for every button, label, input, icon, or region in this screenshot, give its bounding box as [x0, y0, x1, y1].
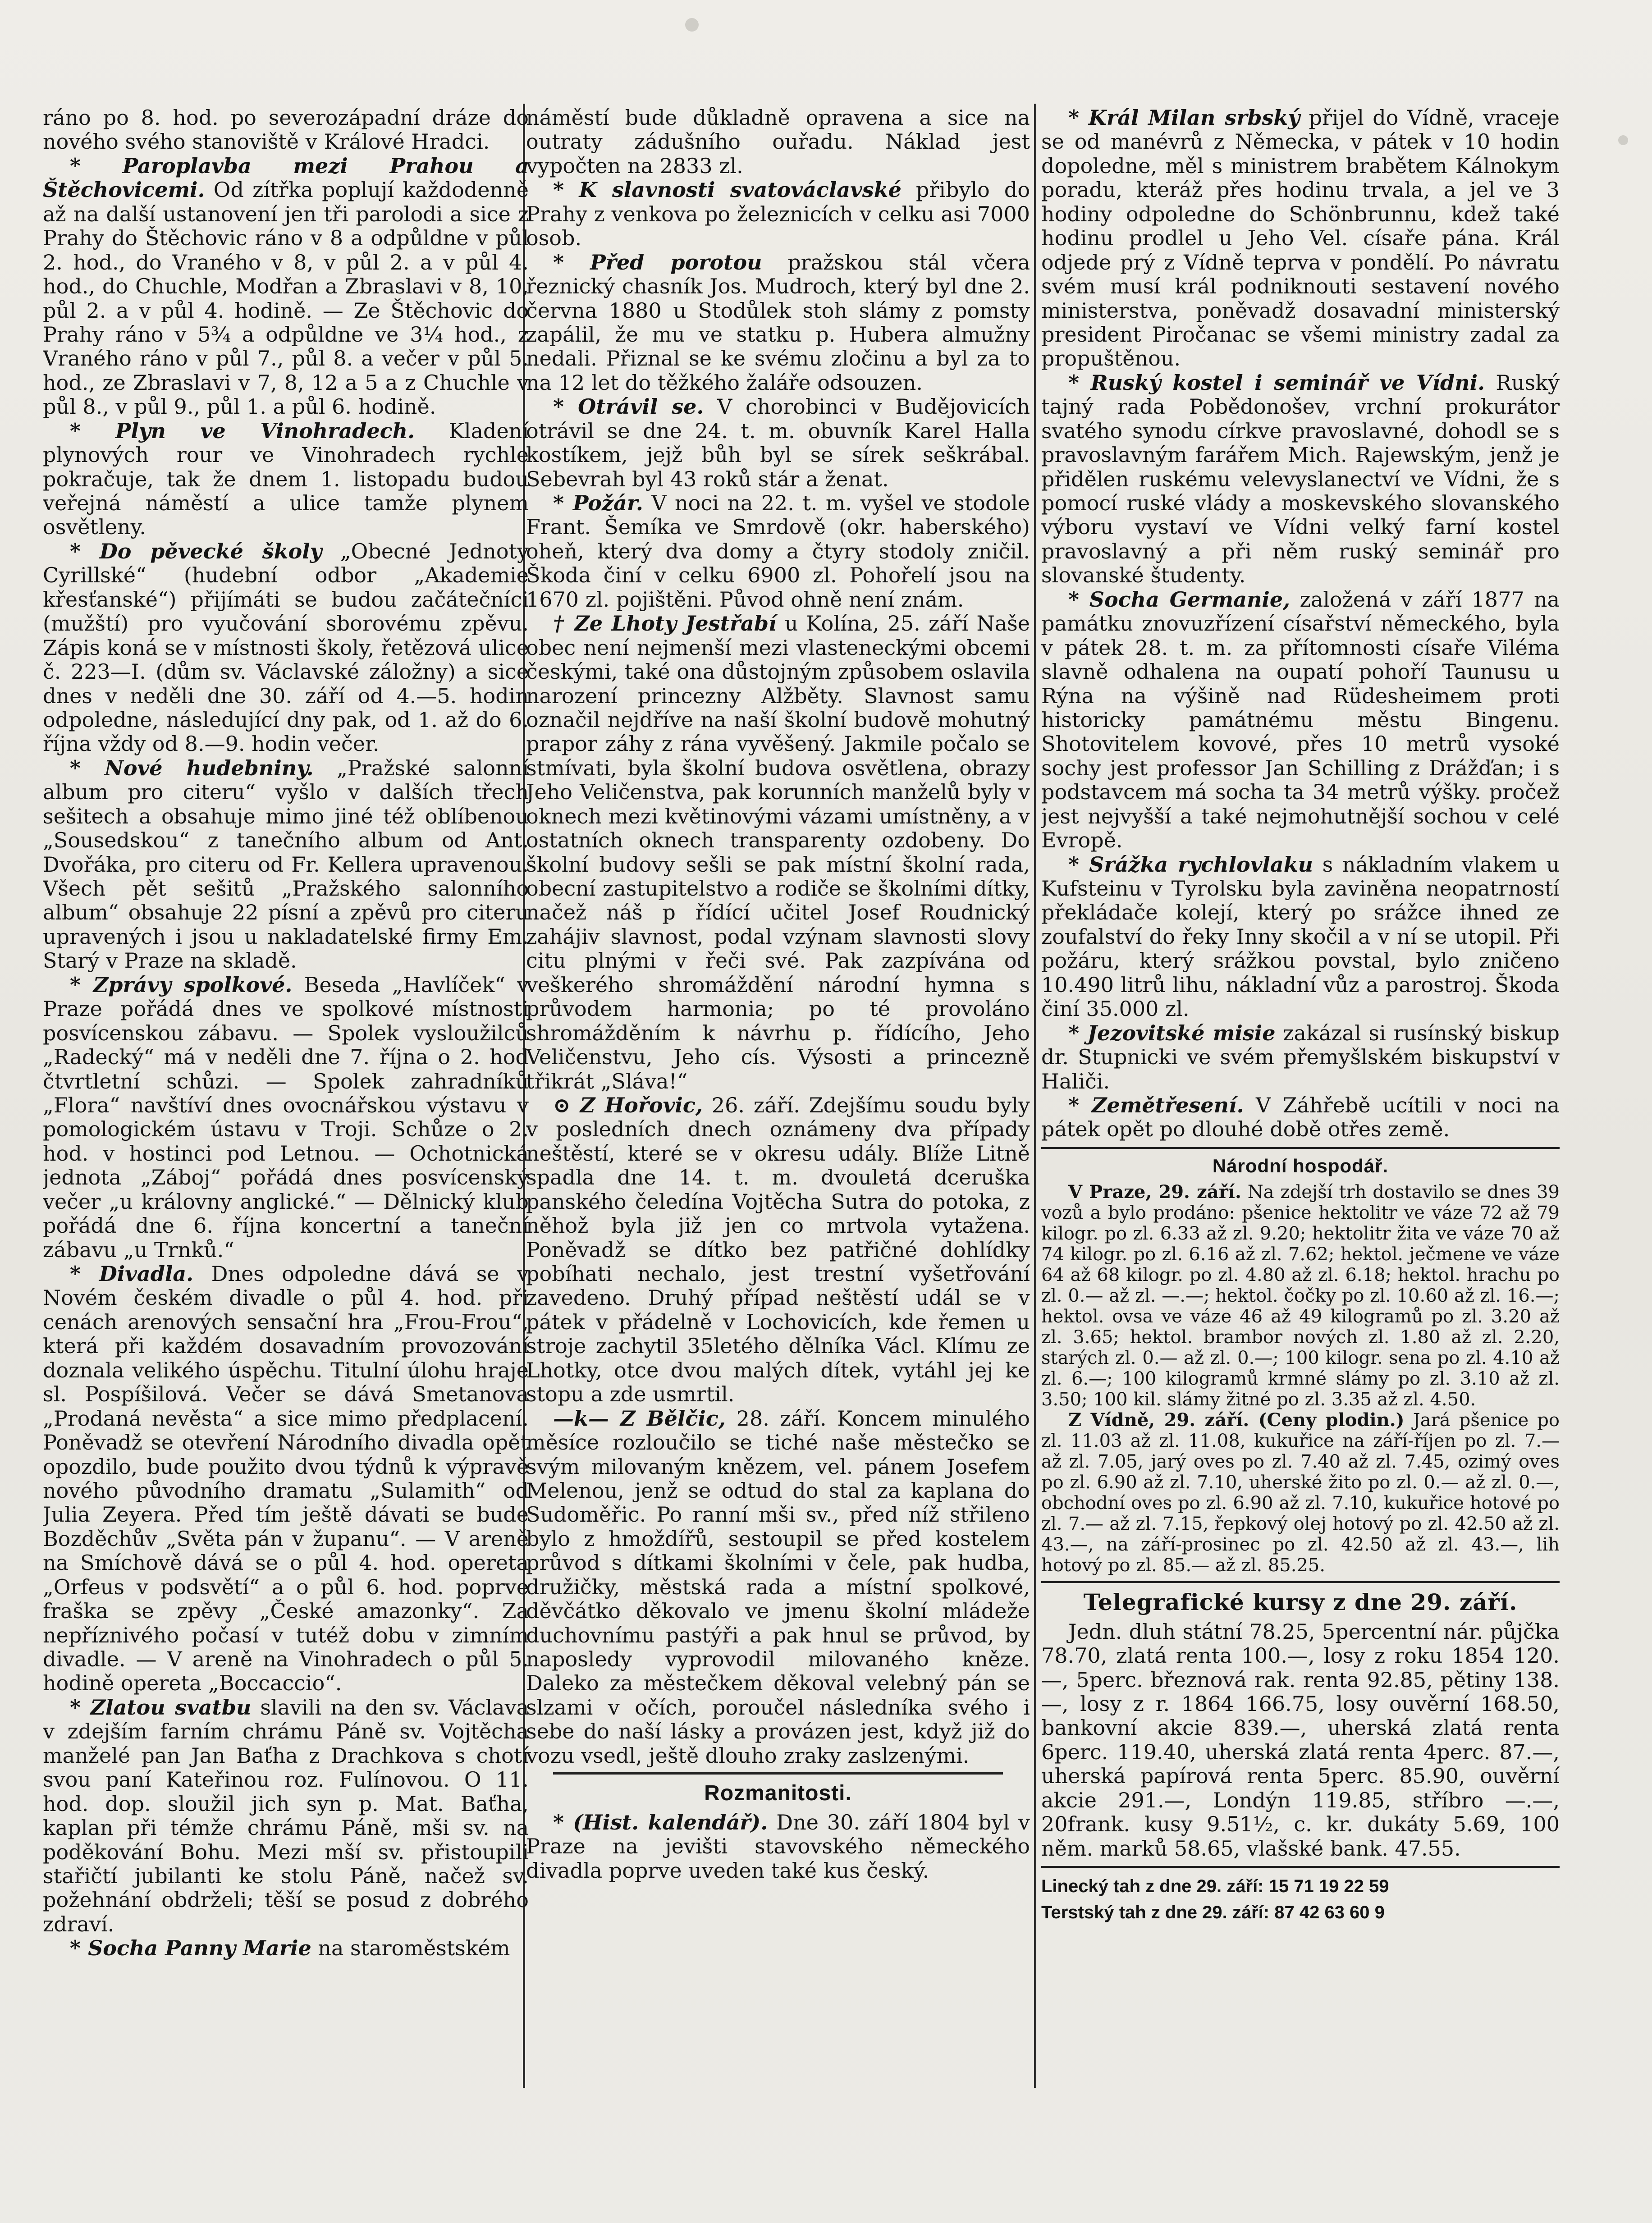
article-text: na staroměstském	[318, 1936, 510, 1961]
article-heading: * Ruský kostel i seminář ve Vídni.	[1068, 370, 1485, 395]
article-heading: * K slavnosti svatováclavské	[553, 178, 902, 202]
article	[43, 1262, 529, 1696]
market-report	[1041, 1182, 1560, 1410]
article-heading: * Jezovitské misie	[1068, 1020, 1276, 1045]
telegraph-rates-text: Jedn. dluh státní 78.25, 5percentní nár. půjčka 78.70, zlatá renta 100.—, losy z roku 1854 120.—, 5perc. březnová rak. renta 92.85, pětiny 138.—, losy z r. 1864 166.75, losy ouvěrní 168.50, bankovní akcie 839.—, uherská zlatá renta 6perc. 119.40, uherská zlatá renta 4perc. 87.—, uherská papírová renta 5perc. 85.90, ouvěrní akcie 291.—, Londýn 119.85, stříbro —.—, 20frank. kusy 9.51½, c. kr. dukáty 5.69, 100 něm. marků 58.65, vlašské bank. 47.55.	[1041, 1619, 1560, 1861]
market-report-text: Na zdejší trh dostavilo se dnes 39 vozů a bylo prodáno: pšenice hektolitr ve váze 72 až 79 kilogr. po zl. 6.33 až zl. 9.20; hektolitr žita ve váze 70 až 74 kilogr. po zl. 6.16 až zl. 7.62; hektol. ječmene ve váze 64 až 68 kilogr. po zl. 4.80 až zl. 6.18; hektol. hrachu po zl. 0.— až zl. —.—; hektol. čočky po zl. 10.60 až zl. 16.—; hektol. ovsa ve váze 46 až 49 kilogramů po zl. 3.20 až zl. 3.65; hektol. brambor nových zl. 1.80 až zl. 2.20, starých zl. 0.— až zl. 0.—; 100 kilogr. sena po zl. 4.10 až zl. 6.—; 100 kilogramů krmné slámy po zl. 3.10 až zl. 3.50; 100 kil. slámy žitné po zl. 3.35 až zl. 4.50.	[1041, 1181, 1560, 1410]
article-heading: —k— Z Bělčic,	[553, 1406, 726, 1431]
market-report-heading: Z Vídně, 29. září. (Ceny plodin.)	[1068, 1409, 1405, 1431]
column-3-articles	[1041, 106, 1560, 1142]
article	[43, 973, 529, 1262]
article	[1041, 853, 1560, 1021]
article-heading: * Socha Germanie,	[1068, 587, 1290, 612]
article-text: Ruský tajný rada Pobědonošev, vrchní prokurátor svatého synodu církve pravoslavné, dohodl se s pravoslavným farářem Mich. Rajewským, jenž je přidělen ruskému velevyslanectví ve Vídni, že s pomocí ruské vlády a moskevského slovanského výboru vystaví ve Vídni velký farní kostel pravoslavný a při něm ruský seminář pro slovanské študenty.	[1041, 370, 1560, 588]
article	[1041, 1093, 1560, 1142]
article-text: pražskou stál včera řeznický chasník Jos. Mudroch, který byl dne 2. června 1880 u Stodůlek stoh slámy z pomsty zapálil, že mu ve statku p. Hubera almužny nedali. Přiznal se ke svému zločinu a byl za to na 12 let do těžkého žaláře odsouzen.	[526, 250, 1030, 395]
article-text: Kladení plynových rour ve Vinohradech rychle pokračuje, tak že dnem 1. listopadu budou veřejná náměstí a ulice tamže plynem osvětleny.	[43, 418, 529, 540]
article-heading: * Zlatou svatbu	[70, 1695, 252, 1720]
article-text: u Kolína, 25. září Naše obec není nejmenší mezi vlasteneckými obcemi českými, také ona důstojným způsobem oslavila narození princezny Alžběty. Slavnost samu označil nejdříve na naší školní budově mohutný prapor záhy z rána vyvěšený. Jakmile počalo se stmívati, byla školní budova osvětlena, obrazy Jeho Veličenstva, pak korunních manželů byly v oknech mezi květinovými vázami umístněny, a v ostatních oknech transparenty ozdobeny. Do školní budovy sešli se pak místní školní rada, obecní zastupitelstvo a rodiče se školními dítky, načež náš p řídící učitel Josef Roudnický zahájiv slavnost, podal vzýnam slavnosti slovy citu plnými v řeči své. Pak zazpívána od veškerého shromáždění národní hymna s průvodem harmonia; po té provoláno shromážděním k návrhu p. řídícího, Jeho Veličenstvu, Jeho cís. Výsosti a princezně třikrát „Sláva!“	[526, 611, 1030, 1093]
article-heading: * (Hist. kalendář).	[553, 1810, 768, 1834]
article	[526, 491, 1030, 612]
article	[43, 540, 529, 756]
section-title-narodni-hospodar: Národní hospodář.	[1212, 1155, 1389, 1176]
article-heading: * Otrávil se.	[553, 394, 704, 419]
article-text: zakázal si rusínský biskup dr. Stupnicki ve svém přemyšlském biskupství v Haliči.	[1041, 1020, 1560, 1093]
section-divider	[1041, 1581, 1560, 1583]
article-text: 28. září. Koncem minulého měsíce rozloučilo se tiché naše městečko se svým milovaným knězem, vel. pánem Josefem Melenou, jenž se odtud do stal za kaplana do Sudoměřic. Po ranní mši sv., před níž střileno bylo z hmoždířů, sestoupil se před kostelem průvod s dítkami školními v čele, pak hudba, družičky, městská rada a místní spolkové, děvčátko děkovalo ve jmenu školní mládeže duchovnímu pastýři a pak hnul se průvod, by naposledy vyprovodil milovaného kněze. Daleko za městečkem děkoval velebný pán se slzami v očích, poroučel následníka svého i sebe do naší lásky a provázen jest, když již do vozu vsedl, ještě dlouho zraky zaslzenými.	[526, 1406, 1030, 1768]
paper-speck	[685, 18, 699, 32]
article-heading: * Socha Panny Marie	[70, 1936, 311, 1961]
article-text: přibylo do Prahy z venkova po železnicích v celku asi 7000 osob.	[526, 178, 1030, 251]
article-text: s nákladním vlakem u Kufsteinu v Tyrolsku byla zaviněna neopatrností překládače kolejí, který po srážce ihned ze zoufalství do řeky Inny skočil a v ní se utopil. Při požáru, který srážkou povstal, bylo zničeno 10.490 litrů lihu, nákladní vůz a parostroj. Škoda činí 35.000 zl.	[1041, 852, 1560, 1021]
column-2	[526, 106, 1030, 2101]
article-text: „Obecné Jednoty Cyrillské“ (hudební odbor „Akademie křesťanské“) přijímáti se budou začátečníci (mužští) pro vyučování sborovému zpěvu. Zápis koná se v místnosti školy, řetězová ulice č. 223—I. (dům sv. Václavské záložny) a sice dnes v neděli dne 30. září od 4.—5. hodin odpoledne, následující dny pak, od 1. až do 6. října vždy od 8.—9. hodin večer.	[43, 539, 529, 756]
article	[526, 106, 1030, 178]
article-text: Beseda „Havlíček“ v Praze pořádá dnes ve spolkové místnosti posvícenskou zábavu. — Spolek vysloužilců „Radecký“ má v neděli dne 7. října o 2. hod čtvrtletní schůzi. — Spolek zahradníků „Flora“ navštíví dnes ovocnářskou výstavu v pomologickém ústavu v Troji. Schůze o 2. hod. v hostinci pod Letnou. — Ochotnická jednota „Záboj“ pořádá dnes posvícenský večer „u královny anglické.“ — Dělnický klub pořádá dne 6. října koncertní a taneční zábavu „u Trnků.“	[43, 972, 529, 1262]
article	[43, 106, 529, 154]
article	[43, 154, 529, 419]
article-text: Dne 30. září 1804 byl v Praze na jevišti stavovského německého divadla poprve uveden také kus český.	[526, 1810, 1030, 1883]
article-heading: * Plyn ve Vinohradech.	[70, 418, 415, 443]
market-report	[1041, 1410, 1560, 1576]
article-heading: † Ze Lhoty Jestřabí	[553, 611, 777, 636]
column-2-articles	[526, 106, 1030, 1768]
article	[43, 1696, 529, 1936]
section-divider	[553, 1772, 1003, 1775]
article	[1041, 371, 1560, 588]
article-hist-kalendar	[526, 1811, 1030, 1883]
article-text: přijel do Vídně, vraceje se od manévrů z Německa, v pátek v 10 hodin dopoledne, měl s ministrem brabětem Kálnokym poradu, kteráž přes hodinu trvala, a jel ve 3 hodiny odpoledne do Schönbrunnu, kdež také hodinu prodlel u Jeho Vel. císaře pána. Král odjede prý z Vídně teprva v pondělí. Po návratu svém musí král podniknouti sestavení nového ministerstva, poněvadž dosavadní ministerský president Piročanac se všemi ministry zadal za propuštěnou.	[1041, 106, 1560, 371]
article-heading: * Zemětřesení.	[1068, 1093, 1244, 1117]
article	[43, 1936, 529, 1960]
article-text: ráno po 8. hod. po severozápadní dráze do nového svého stanoviště v Králové Hradci.	[43, 106, 529, 154]
article	[1041, 1021, 1560, 1093]
article-heading: * Do pěvecké školy	[70, 539, 322, 563]
article-text: Dnes odpoledne dává se v Novém českém divadle o půl 4. hod. při cenách arenových sensační hra „Frou-Frou“, která při každém dosavadním provozování doznala velikého úspěchu. Titulní úlohu hraje sl. Pospíšilová. Večer se dává Smetanova „Prodaná nevěsta“ a sice mimo předplacení. Poněvadž se otevření Národního divadla opět opozdilo, bude použito dvou týdnů k výpravě nového původního dramatu „Sulamith“ od Julia Zeyera. Před tím ještě dávati se bude Bozděchův „Světa pán v županu“. — V areně na Smíchově dává se o půl 4. hod. opereta „Orfeus v podsvětí“ a o půl 6. hod. poprve fraška se zpěvy „České amazonky“. Za nepříznivého počasí v tutéž dobu v zimním divadle. — V areně na Vinohradech o půl 5. hodině opereta „Boccaccio“.	[43, 1262, 529, 1696]
lottery-draws	[1041, 1873, 1560, 1926]
article-text: V Záhřebě ucítili v noci na pátek opět po dlouhé době otřes země.	[1041, 1093, 1560, 1142]
article-text: náměstí bude důkladně opravena a sice na outraty zádušního ouřadu. Náklad jest vypočten na 2833 zl.	[526, 106, 1030, 178]
article	[526, 251, 1030, 395]
article-heading: * Srážka rychlovlaku	[1068, 852, 1313, 877]
column-1	[43, 106, 529, 2101]
article-text: „Pražské salonní album pro citeru“ vyšlo v dalších třech sešitech a obsahuje mimo jiné též oblíbenou „Sousedskou“ z tanečního album od Ant. Dvořáka, pro citeru od Fr. Kellera upravenou. Všech pět sešitů „Pražského salonního album“ obsahuje 22 písní a zpěvů pro citeru upravených i jsou u nakladatelské firmy Em. Starý v Praze na skladě.	[43, 755, 529, 973]
article	[1041, 106, 1560, 371]
economy-reports	[1041, 1182, 1560, 1576]
article	[526, 395, 1030, 491]
article-text: V noci na 22. t. m. vyšel ve stodole Frant. Šemíka ve Smrdově (okr. haberského) oheň, který dva domy a čtyry stodoly zničil. Škoda činí v celku 6900 zl. Pohořelí jsou na 1670 zl. pojištěni. Původ ohně není znám.	[526, 491, 1030, 612]
article	[526, 1407, 1030, 1768]
article	[43, 419, 529, 540]
market-report-text: Jará pšenice po zl. 11.03 až zl. 11.08, kukuřice na září-říjen po zl. 7.— až zl. 7.05, jarý oves po zl. 7.40 až zl. 7.45, ozimý oves po zl. 6.90 až zl. 7.10, uherské žito po zl. 0.— až zl. 0.—, obchodní oves po zl. 6.90 až zl. 7.10, kukuřice hotové po zl. 7.— až zl. 7.15, řepkový olej hotový po zl. 42.50 až zl. 43.—, na září-prosinec po zl. 42.50 až zl. 43.—, lih hotový po zl. 85.— až zl. 85.25.	[1041, 1409, 1560, 1576]
lottery-draw-line: Linecký tah z dne 29. září: 15 71 19 22 59	[1041, 1876, 1389, 1897]
article-heading: * Divadla.	[70, 1262, 194, 1286]
article-text: V chorobinci v Budějovicích otrávil se dne 24. t. m. obuvník Karel Halla kostíkem, jejž bůh byl se sírek seškrábal. Sebevrah byl 43 roků stár a ženat.	[526, 394, 1030, 491]
article-text: založená v září 1877 na památku znovuzřízení císařství německého, byla v pátek 28. t. m. za přítomnosti císaře Viléma slavně odhalena na oupatí pohoří Taunusu u Rýna na výšině nad Rüdesheimem proti historicky památnému městu Bingenu. Shotovitelem kovové, přes 10 metrů vysoké sochy jest professor Jan Schilling z Drážďan; i s podstavcem má socha ta 34 metrů výšky. pročež jest nejvyšší a také nejmohutnější sochou v celé Evropě.	[1041, 587, 1560, 853]
paper-speck	[1618, 135, 1628, 145]
column-rule-right	[1034, 104, 1036, 2088]
section-title-rozmanitosti: Rozmanitosti.	[704, 1781, 852, 1806]
article-text: 26. září. Zdejšímu soudu byly v posledních dnech oznámeny dva případy neštěstí, které se v okresu udály. Blíže Litně spadla dne 14. t. m. dvouletá dceruška panského čeledína Vojtěcha Sutra do potoka, z něhož byla již jen co mrtvola vytažena. Poněvadž se dítko bez patřičné dohlídky pobíhati nechalo, jest trestní vyšetřování zavedeno. Druhý případ neštěstí udál se v pátek v přádelně v Lochovicích, kde řemen u stroje zachytil 35letého dělníka Václ. Klímu ze Lhotky, otce dvou malých dítek, vytáhl jej ke stopu a zde usmrtil.	[526, 1093, 1030, 1407]
article	[526, 178, 1030, 250]
section-divider	[1041, 1147, 1560, 1149]
lottery-draw-line: Terstský tah z dne 29. září: 87 42 63 60 9	[1041, 1903, 1385, 1923]
article	[526, 612, 1030, 1093]
article-text: Od zítřka poplují každodenně až na další ustanovení jen tři parolodi a sice z Prahy do Štěchovic ráno v 8 a odpůldne v půl 2. hod., do Vraného v 8, v půl 2. a v půl 4. hod., do Chuchle, Modřan a Zbraslavi v 8, 10, půl 2. a v půl 4. hodině. — Ze Štěchovic do Prahy ráno v 5¾ a odpůldne ve 3¼ hod., z Vraného ráno v půl 7., půl 8. a večer v půl 5. hod., ze Zbraslavi v 7, 8, 12 a 5 a z Chuchle v půl 8., v půl 9., půl 1. a půl 6. hodině.	[43, 178, 529, 419]
article-heading: * Král Milan srbský	[1068, 106, 1300, 130]
article-heading: ⊙ Z Hořovic,	[553, 1093, 703, 1117]
article	[526, 1093, 1030, 1407]
article-heading: * Požár.	[553, 491, 643, 515]
article-heading: * Zprávy spolkové.	[70, 972, 293, 997]
section-divider	[1041, 1866, 1560, 1868]
article-heading: * Před porotou	[553, 250, 762, 274]
article-heading: * Nové hudebniny.	[70, 755, 314, 780]
article-text: slavili na den sv. Václava v zdejším farním chrámu Páně sv. Vojtěcha manželé pan Jan Baťha z Drachkova s chotí svou paní Kateřinou roz. Fulínovou. O 11. hod. dop. sloužil jich syn p. Mat. Baťha, kaplan při témže chrámu Páně, mši sv. na poděkování Bohu. Mezi mší sv. přistoupili stařičtí jubilanti ke stolu Páně, načež sv. požehnání obdrželi; těší se posud z dobrého zdraví.	[43, 1695, 529, 1936]
article-heading: * Paroplavba mezi Prahou a Štěchovicemi.	[43, 153, 529, 202]
article	[43, 756, 529, 973]
section-title-telegraficke-kursy: Telegrafické kursy z dne 29. září.	[1083, 1588, 1518, 1615]
market-report-heading: V Praze, 29. září.	[1068, 1181, 1241, 1203]
column-3	[1041, 106, 1560, 2101]
article	[1041, 588, 1560, 853]
